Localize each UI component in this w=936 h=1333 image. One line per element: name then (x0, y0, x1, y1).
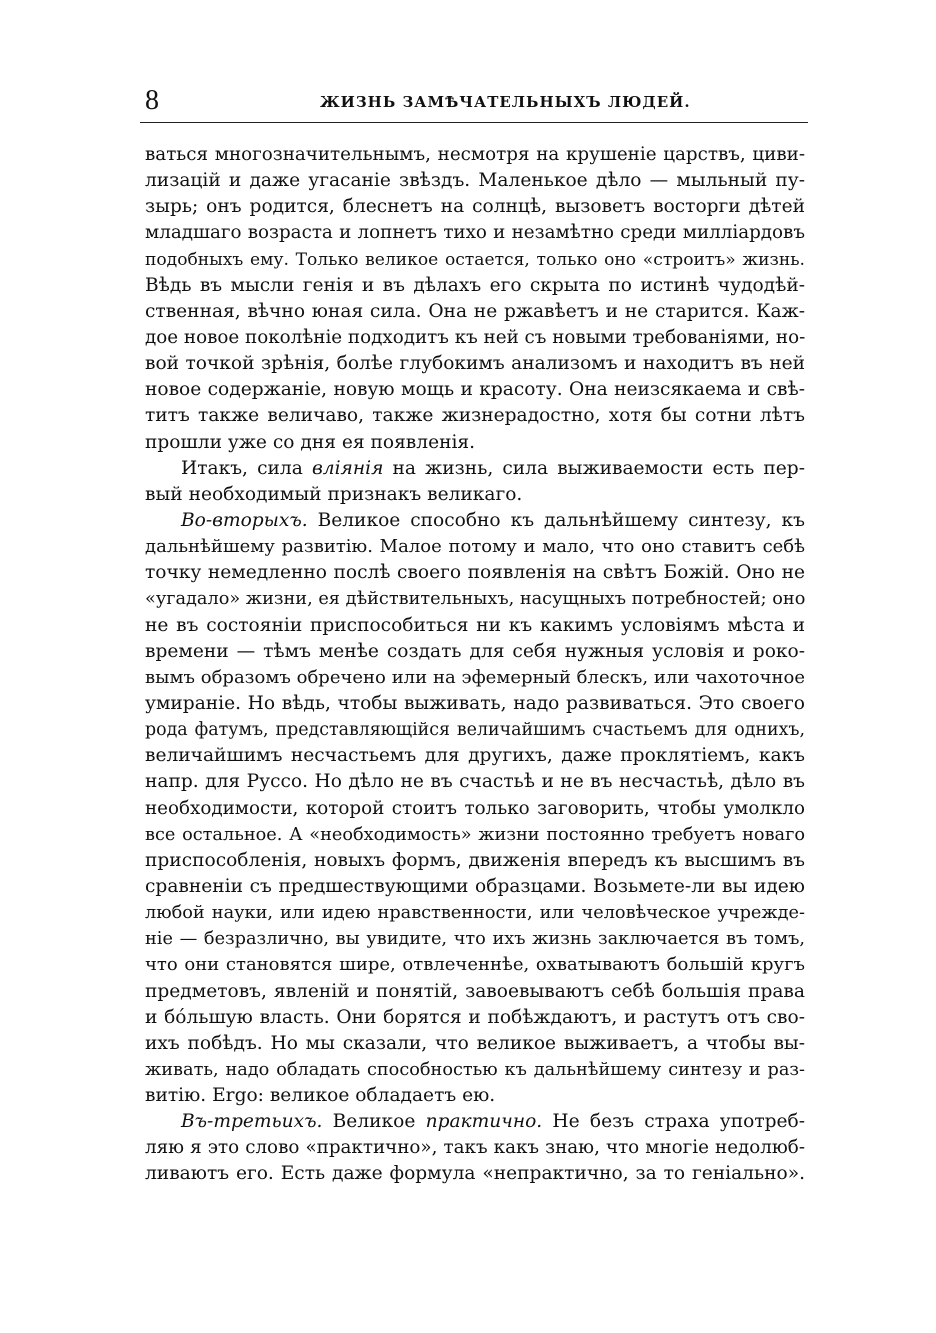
italic-text: практично. (425, 1111, 543, 1133)
italic-text: Въ-третьихъ. (181, 1111, 323, 1133)
text-segment: Великое способно къ дальнѣйшему синтезу, къ (307, 509, 805, 531)
text-line: точку немедленно послѣ своего появленія на свѣтъ Божій. Оно не (145, 562, 805, 584)
text-line: ственная, вѣчно юная сила. Она не ржавѣетъ и не старится. Каж- (145, 300, 805, 322)
text-line: сравненіи съ предшествующими образцами. Возьмете-ли вы идею (145, 875, 805, 897)
italic-text: Во-вторыхъ. (181, 509, 308, 531)
text-line: новое содержаніе, новую мощь и красоту. Она неизсякаема и свѣ- (145, 379, 805, 401)
text-line: ихъ побѣдъ. Но мы сказали, что великое выживаетъ, а чтобы вы- (145, 1032, 805, 1054)
header-rule (140, 122, 808, 123)
text-line: приспособленія, новыхъ формъ, движенія впередъ къ высшимъ въ (145, 849, 805, 871)
text-line: необходимости, которой стоитъ только заговорить, чтобы умолкло (145, 797, 805, 819)
text-line: ніе — безразлично, вы увидите, что ихъ жизнь заключается въ томъ, (145, 929, 805, 950)
text-line: ляю я это слово «практично», такъ какъ знаю, что многіе недолюб- (145, 1137, 805, 1159)
text-line: витію. Ergo: великое обладаетъ ею. (145, 1085, 496, 1107)
text-line: напр. для Руссо. Но дѣло не въ счастьѣ и не въ несчастьѣ, дѣло въ (145, 771, 805, 793)
text-line: что они становятся шире, отвлеченнѣе, охватываютъ большій кругъ (145, 954, 805, 976)
text-line: Вѣдь въ мысли генія и въ дѣлахъ его скрыта по истинѣ чудодѣй- (145, 274, 805, 296)
text-line: зырь; онъ родится, блеснетъ на солнцѣ, вызоветъ восторги дѣтей (145, 196, 805, 218)
text-line: вымъ образомъ обречено или на эфемерный блескъ, или чахоточное (145, 666, 805, 688)
text-line: и бо́льшую власть. Они борятся и побѣждаютъ, и растутъ отъ сво- (145, 1006, 805, 1028)
text-line: рода фатумъ, представляющійся величайшимъ счастьемъ для однихъ, (145, 720, 805, 741)
text-line: младшаго возраста и лопнетъ тихо и незамѣтно среди милліардовъ (145, 222, 805, 244)
running-title: ЖИЗНЬ ЗАМѢЧАТЕЛЬНЫХЪ ЛЮДЕЙ. (320, 93, 691, 111)
text-line: ваться многозначительнымъ, несмотря на крушеніе царствъ, циви- (145, 144, 805, 165)
page-number: 8 (145, 85, 159, 116)
text-segment: Итакъ, сила (181, 457, 312, 479)
text-line: прошли уже со дня ея появленія. (145, 431, 476, 453)
text-line: живать, надо обладать способностью къ дальнѣйшему синтезу и раз- (145, 1059, 805, 1080)
italic-text: вліянія (311, 457, 384, 479)
text-line: вый необходимый признакъ великаго. (145, 483, 523, 505)
text-line (145, 1109, 805, 1135)
page-header (145, 84, 805, 118)
text-line: дальнѣйшему развитію. Малое потому и мало, что оно ставитъ себѣ (145, 536, 805, 558)
text-line: величайшимъ несчастьемъ для другихъ, даже проклятіемъ, какъ (145, 745, 805, 767)
text-line: титъ также величаво, также жизнерадостно, хотя бы сотни лѣтъ (145, 405, 805, 427)
text-line: вой точкой зрѣнія, болѣе глубокимъ анализомъ и находитъ въ ней (145, 353, 805, 375)
text-line (145, 508, 805, 534)
text-line: «угадало» жизни, ея дѣйствительныхъ, насущныхъ потребностей; оно (145, 589, 806, 610)
text-segment: Не безъ страха употреб- (542, 1111, 805, 1133)
text-line: времени — тѣмъ менѣе создать для себя нужныя условія и роко- (145, 640, 805, 662)
text-line (145, 456, 805, 482)
text-segment: на жизнь, сила выживаемости есть пер- (383, 457, 805, 479)
text-line: подобныхъ ему. Только великое остается, только оно «строитъ» жизнь. (145, 249, 805, 270)
text-line: любой науки, или идею нравственности, или человѣческое учрежде- (145, 903, 805, 924)
text-line: умираніе. Но вѣдь, чтобы выживать, надо развиваться. Это своего (145, 692, 805, 714)
text-line: лизацій и даже угасаніе звѣздъ. Маленькое дѣло — мыльный пу- (145, 170, 805, 192)
text-line: все остальное. А «необходимость» жизни постоянно требуетъ новаго (145, 824, 805, 845)
body-text (145, 142, 805, 1188)
text-line: предметовъ, явленій и понятій, завоевываютъ себѣ большія права (145, 980, 805, 1002)
text-line: не въ состояніи приспособиться ни къ какимъ условіямъ мѣста и (145, 614, 805, 636)
text-line: дое новое поколѣніе подходитъ къ ней съ новыми требованіями, но- (145, 326, 806, 348)
text-segment: Великое (322, 1111, 426, 1133)
text-line: ливаютъ его. Есть даже формула «непрактично, за то геніально». (145, 1163, 805, 1185)
